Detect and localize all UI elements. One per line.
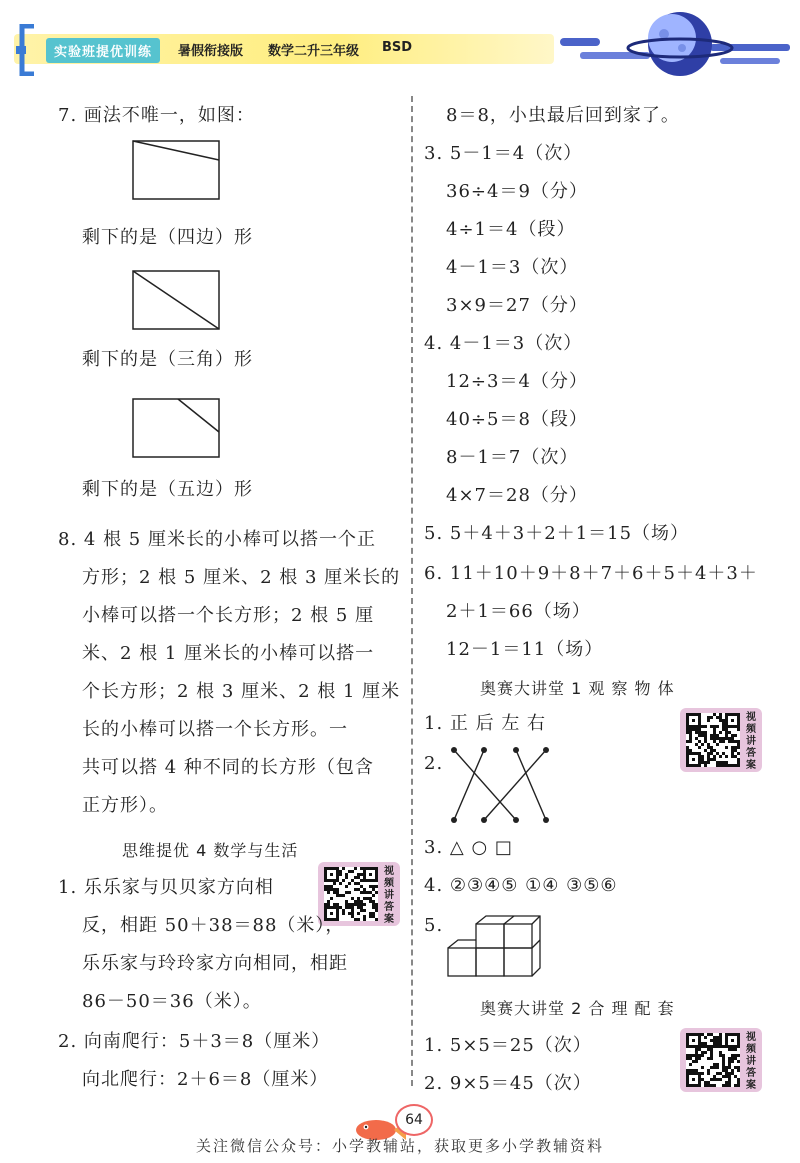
qr-code-3[interactable] [680, 1028, 762, 1092]
q1-line-4: 86－50＝36（米）。 [82, 991, 262, 1012]
q4-line-3: 40÷5＝8（段） [446, 409, 588, 430]
q8-line-5: 个长方形；2 根 3 厘米、2 根 1 厘米 [82, 681, 401, 702]
q1-line-3: 乐乐家与玲玲家方向相同，相距 [82, 953, 348, 974]
q8-line-2: 方形；2 根 5 厘米、2 根 3 厘米长的 [82, 567, 401, 588]
q7-title: 7. 画法不唯一，如图： [58, 105, 255, 126]
page-header [0, 0, 800, 84]
q2-line-1: 2. 向南爬行：5＋3＝8（厘米） [58, 1031, 331, 1052]
s1-q5-cube-figure [446, 912, 542, 978]
q8-line-6: 长的小棒可以搭一个长方形。一 [82, 719, 348, 740]
s1-q3: 3. △ ○ □ [424, 837, 513, 858]
q3-line-3: 4÷1＝4（段） [446, 219, 576, 240]
q7-figure-1 [132, 140, 222, 202]
q7-figure-2 [132, 270, 222, 332]
q6-line-2: 2＋1＝66（场） [446, 601, 591, 622]
continuation-line: 8＝8，小虫最后回到家了。 [446, 105, 680, 126]
s2-q1: 1. 5×5＝25（次） [424, 1035, 592, 1056]
s1-q1: 1. 正 后 左 右 [424, 713, 547, 734]
column-divider [411, 96, 413, 1086]
qr-label: 视频讲答案 [746, 712, 756, 771]
q7-figure-3 [132, 398, 222, 460]
section-title-thinking-4: 思维提优 4 数学与生活 [122, 841, 299, 860]
q7-answer-2: 剩下的是（三角）形 [82, 349, 253, 370]
page-number: 64 [395, 1104, 433, 1136]
footer-note: 关注微信公众号：小学教辅站，获取更多小学教辅资料 [195, 1137, 604, 1155]
q6-line-1: 6. 11＋10＋9＋8＋7＋6＋5＋4＋3＋ [424, 563, 758, 584]
planet-illustration [560, 4, 800, 84]
q3-line-4: 4－1＝3（次） [446, 257, 579, 278]
q3-line-2: 36÷4＝9（分） [446, 181, 588, 202]
qr-code-icon [686, 713, 740, 767]
q5-line: 5. 5＋4＋3＋2＋1＝15（场） [424, 523, 690, 544]
s1-q2-matching-figure [446, 744, 556, 826]
q8-line-7: 共可以搭 4 种不同的长方形（包含 [82, 757, 374, 778]
q3-line-5: 3×9＝27（分） [446, 295, 588, 316]
q4-line-4: 8－1＝7（次） [446, 447, 579, 468]
section-title-olympiad-1: 奥赛大讲堂 1 观 察 物 体 [480, 679, 675, 698]
q8-line-3: 小棒可以搭一个长方形；2 根 5 厘 [82, 605, 375, 626]
q4-line-2: 12÷3＝4（分） [446, 371, 588, 392]
version-label: BSD [382, 40, 413, 55]
edition-label: 暑假衔接版 [178, 44, 244, 59]
qr-label: 视频讲答案 [384, 866, 394, 925]
q1-line-1: 1. 乐乐家与贝贝家方向相 [58, 877, 274, 898]
q7-answer-1: 剩下的是（四边）形 [82, 227, 253, 248]
s2-q2: 2. 9×5＝45（次） [424, 1073, 592, 1094]
s1-q5: 5. [424, 915, 444, 936]
q8-line-8: 正方形）。 [82, 795, 168, 816]
q1-line-2: 反，相距 50＋38＝88（米）， [82, 915, 345, 936]
q8-line-1: 8. 4 根 5 厘米长的小棒可以搭一个正 [58, 529, 376, 550]
s1-q2: 2. [424, 753, 444, 774]
series-tag: 实验班提优训练 [46, 38, 160, 63]
q8-line-4: 米、2 根 1 厘米长的小棒可以搭一 [82, 643, 375, 664]
q4-line-5: 4×7＝28（分） [446, 485, 588, 506]
bracket-icon [16, 24, 38, 76]
q7-answer-3: 剩下的是（五边）形 [82, 479, 253, 500]
qr-code-icon [686, 1033, 740, 1087]
qr-code-icon [324, 867, 378, 921]
q3-line-1: 3. 5－1＝4（次） [424, 143, 583, 164]
q2-line-2: 向北爬行：2＋6＝8（厘米） [82, 1069, 329, 1090]
s1-q4: 4. ②③④⑤ ①④ ③⑤⑥ [424, 875, 618, 896]
qr-label: 视频讲答案 [746, 1032, 756, 1091]
q4-line-1: 4. 4－1＝3（次） [424, 333, 583, 354]
subject-label: 数学二升三年级 [268, 44, 360, 59]
section-title-olympiad-2: 奥赛大讲堂 2 合 理 配 套 [480, 999, 675, 1018]
q6-line-3: 12－1＝11（场） [446, 639, 604, 660]
qr-code-2[interactable] [680, 708, 762, 772]
